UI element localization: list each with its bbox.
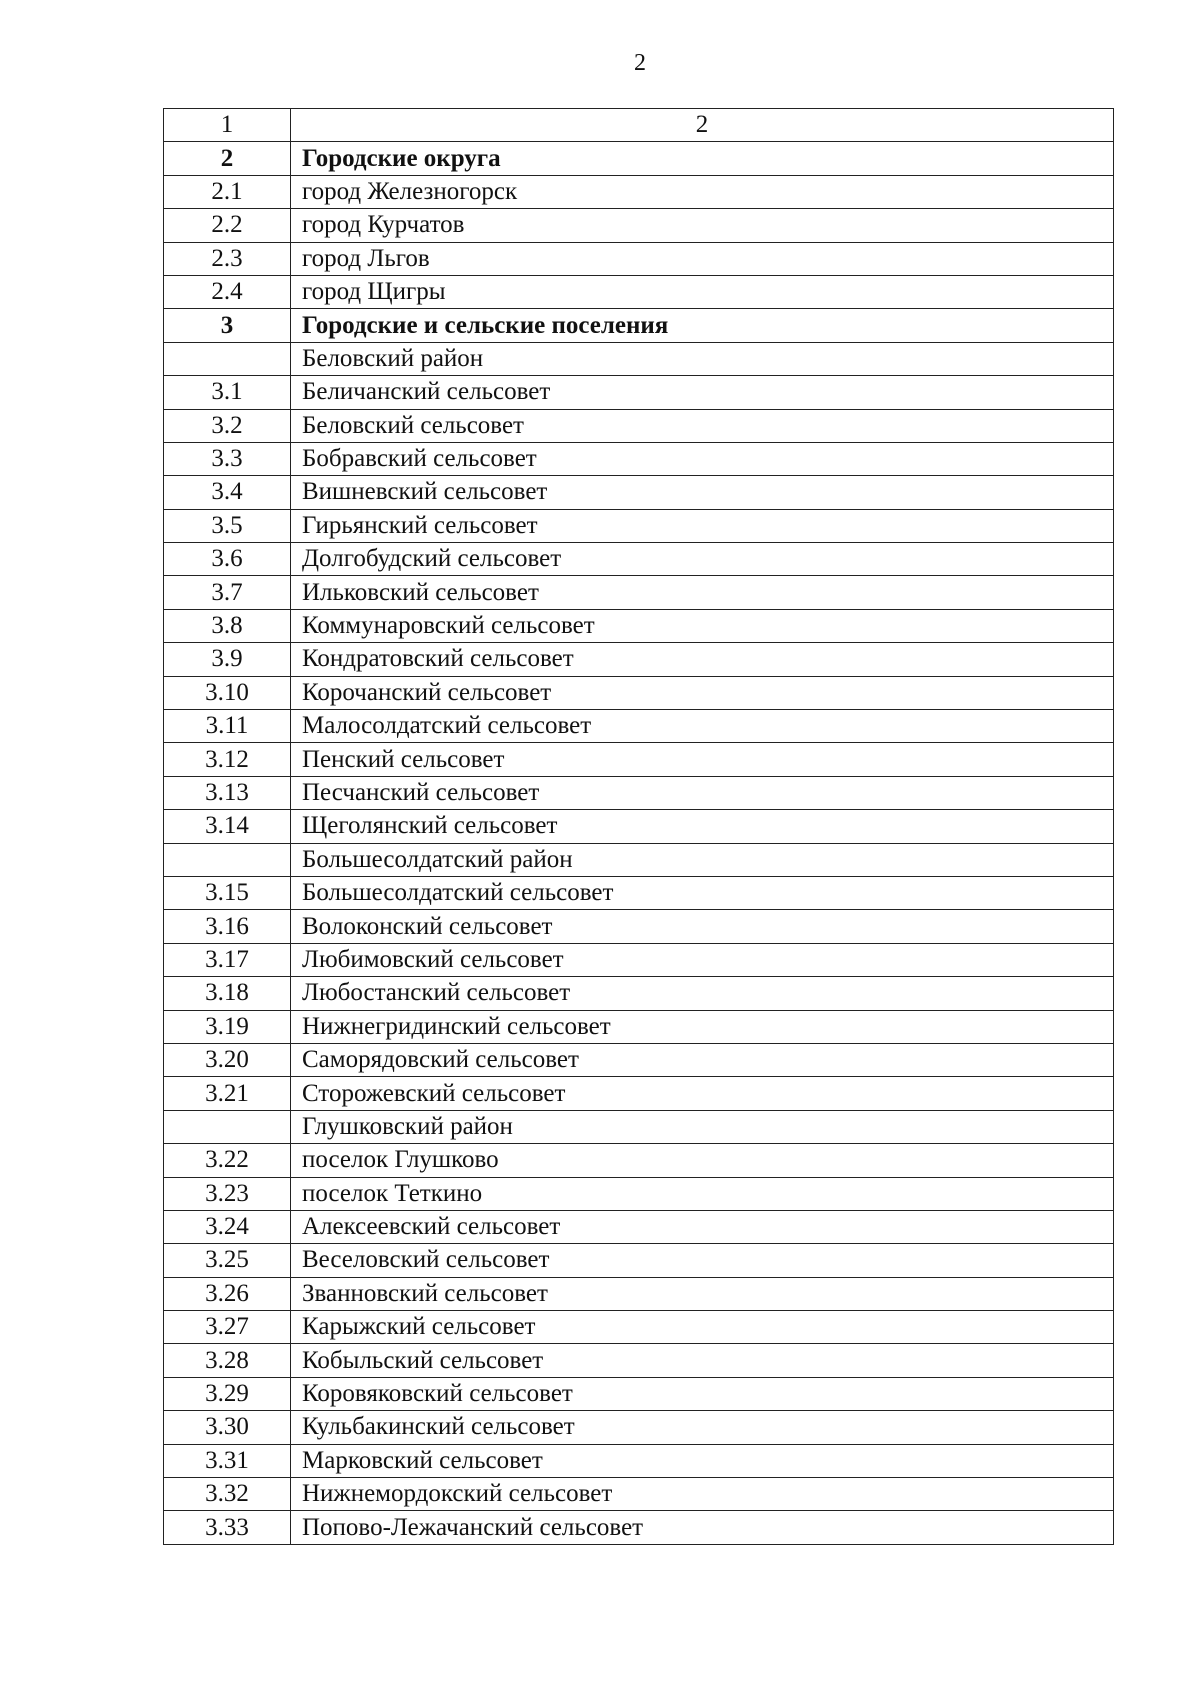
row-number-cell: 3.1 (164, 376, 291, 409)
table-row (164, 476, 1114, 509)
row-number-cell: 3.2 (164, 409, 291, 442)
table-row (164, 876, 1114, 909)
row-name-cell: Кульбакинский сельсовет (291, 1411, 1114, 1444)
row-name-cell: Гирьянский сельсовет (291, 509, 1114, 542)
row-number-cell: 3.33 (164, 1511, 291, 1544)
row-number-cell: 3.12 (164, 743, 291, 776)
row-name-cell: Кондратовский сельсовет (291, 643, 1114, 676)
row-number-cell: 3.9 (164, 643, 291, 676)
row-number-cell: 2.3 (164, 242, 291, 275)
table-row (164, 710, 1114, 743)
row-name-cell: Нижнегридинский сельсовет (291, 1010, 1114, 1043)
table-row (164, 409, 1114, 442)
table-row (164, 309, 1114, 342)
table-row (164, 1377, 1114, 1410)
row-name-cell: город Льгов (291, 242, 1114, 275)
row-number-cell: 3.4 (164, 476, 291, 509)
row-number-cell: 3.20 (164, 1043, 291, 1076)
row-number-cell: 3.22 (164, 1144, 291, 1177)
table-row (164, 442, 1114, 475)
table-row (164, 1077, 1114, 1110)
table-row (164, 1210, 1114, 1243)
table-row (164, 1411, 1114, 1444)
row-name-cell: Щеголянский сельсовет (291, 810, 1114, 843)
row-number-cell (164, 342, 291, 375)
table-row (164, 242, 1114, 275)
table-row (164, 910, 1114, 943)
row-name-cell: Корочанский сельсовет (291, 676, 1114, 709)
row-number-cell: 3.23 (164, 1177, 291, 1210)
row-number-cell: 3.19 (164, 1010, 291, 1043)
table-row (164, 1444, 1114, 1477)
row-number-cell: 3.21 (164, 1077, 291, 1110)
row-number-cell: 3.24 (164, 1210, 291, 1243)
row-number-cell: 2.2 (164, 209, 291, 242)
row-number-cell (164, 1110, 291, 1143)
row-name-cell: поселок Глушково (291, 1144, 1114, 1177)
row-number-cell: 3.16 (164, 910, 291, 943)
row-number-cell: 3.28 (164, 1344, 291, 1377)
row-name-cell: Городские и сельские поселения (291, 309, 1114, 342)
row-number-cell: 2.4 (164, 275, 291, 308)
table-row (164, 1277, 1114, 1310)
table-row (164, 1043, 1114, 1076)
row-name-cell: Нижнемордокский сельсовет (291, 1478, 1114, 1511)
table-row (164, 943, 1114, 976)
page-number: 2 (634, 50, 646, 76)
row-name-cell: Беловский сельсовет (291, 409, 1114, 442)
row-name-cell: Большесолдатский район (291, 843, 1114, 876)
row-name-cell: Марковский сельсовет (291, 1444, 1114, 1477)
table-row (164, 376, 1114, 409)
row-number-cell: 3.17 (164, 943, 291, 976)
table-row (164, 209, 1114, 242)
row-number-cell: 3.30 (164, 1411, 291, 1444)
column-header-name: 2 (291, 109, 1114, 142)
table-row (164, 175, 1114, 208)
row-number-cell (164, 843, 291, 876)
table-row (164, 142, 1114, 175)
table-row (164, 1311, 1114, 1344)
table-row (164, 543, 1114, 576)
row-number-cell: 3.32 (164, 1478, 291, 1511)
row-name-cell: Любимовский сельсовет (291, 943, 1114, 976)
row-name-cell: Пенский сельсовет (291, 743, 1114, 776)
table-row (164, 609, 1114, 642)
row-number-cell: 3.10 (164, 676, 291, 709)
row-number-cell: 2.1 (164, 175, 291, 208)
row-name-cell: Малосолдатский сельсовет (291, 710, 1114, 743)
table-row (164, 743, 1114, 776)
row-number-cell: 3.15 (164, 876, 291, 909)
table-row (164, 1511, 1114, 1544)
row-number-cell: 3.27 (164, 1311, 291, 1344)
row-name-cell: Ильковский сельсовет (291, 576, 1114, 609)
row-name-cell: Бобравский сельсовет (291, 442, 1114, 475)
row-name-cell: город Щигры (291, 275, 1114, 308)
row-name-cell: Беличанский сельсовет (291, 376, 1114, 409)
row-name-cell: Попово-Лежачанский сельсовет (291, 1511, 1114, 1544)
row-name-cell: Кобыльский сельсовет (291, 1344, 1114, 1377)
row-name-cell: Веселовский сельсовет (291, 1244, 1114, 1277)
row-name-cell: поселок Теткино (291, 1177, 1114, 1210)
table-row (164, 810, 1114, 843)
row-number-cell: 3.13 (164, 776, 291, 809)
row-number-cell: 3.31 (164, 1444, 291, 1477)
row-number-cell: 3.8 (164, 609, 291, 642)
table-header-row (164, 109, 1114, 142)
table-row (164, 1144, 1114, 1177)
row-name-cell: Званновский сельсовет (291, 1277, 1114, 1310)
table-row (164, 1344, 1114, 1377)
table-row (164, 1177, 1114, 1210)
table-body (164, 109, 1114, 1545)
row-name-cell: Долгобудский сельсовет (291, 543, 1114, 576)
table-row (164, 576, 1114, 609)
row-number-cell: 3.7 (164, 576, 291, 609)
row-number-cell: 3.6 (164, 543, 291, 576)
row-number-cell: 3.25 (164, 1244, 291, 1277)
row-name-cell: Беловский район (291, 342, 1114, 375)
table-row (164, 843, 1114, 876)
table-row (164, 1010, 1114, 1043)
row-number-cell: 3.26 (164, 1277, 291, 1310)
row-name-cell: Саморядовский сельсовет (291, 1043, 1114, 1076)
row-number-cell: 2 (164, 142, 291, 175)
settlements-table (163, 108, 1114, 1545)
table-row (164, 676, 1114, 709)
row-name-cell: Песчанский сельсовет (291, 776, 1114, 809)
table-row (164, 275, 1114, 308)
table-row (164, 1244, 1114, 1277)
row-name-cell: Большесолдатский сельсовет (291, 876, 1114, 909)
row-number-cell: 3.14 (164, 810, 291, 843)
row-name-cell: Глушковский район (291, 1110, 1114, 1143)
table-row (164, 643, 1114, 676)
row-name-cell: город Курчатов (291, 209, 1114, 242)
row-name-cell: город Железногорск (291, 175, 1114, 208)
table-row (164, 1478, 1114, 1511)
row-number-cell: 3.11 (164, 710, 291, 743)
row-name-cell: Городские округа (291, 142, 1114, 175)
row-number-cell: 3.29 (164, 1377, 291, 1410)
row-name-cell: Карыжский сельсовет (291, 1311, 1114, 1344)
row-name-cell: Вишневский сельсовет (291, 476, 1114, 509)
row-name-cell: Волоконский сельсовет (291, 910, 1114, 943)
table-row (164, 977, 1114, 1010)
column-header-number: 1 (164, 109, 291, 142)
row-number-cell: 3.5 (164, 509, 291, 542)
table-row (164, 1110, 1114, 1143)
row-name-cell: Коровяковский сельсовет (291, 1377, 1114, 1410)
row-number-cell: 3 (164, 309, 291, 342)
table-row (164, 342, 1114, 375)
row-number-cell: 3.3 (164, 442, 291, 475)
row-name-cell: Любостанский сельсовет (291, 977, 1114, 1010)
row-name-cell: Алексеевский сельсовет (291, 1210, 1114, 1243)
row-number-cell: 3.18 (164, 977, 291, 1010)
row-name-cell: Коммунаровский сельсовет (291, 609, 1114, 642)
table-row (164, 509, 1114, 542)
row-name-cell: Сторожевский сельсовет (291, 1077, 1114, 1110)
table-row (164, 776, 1114, 809)
